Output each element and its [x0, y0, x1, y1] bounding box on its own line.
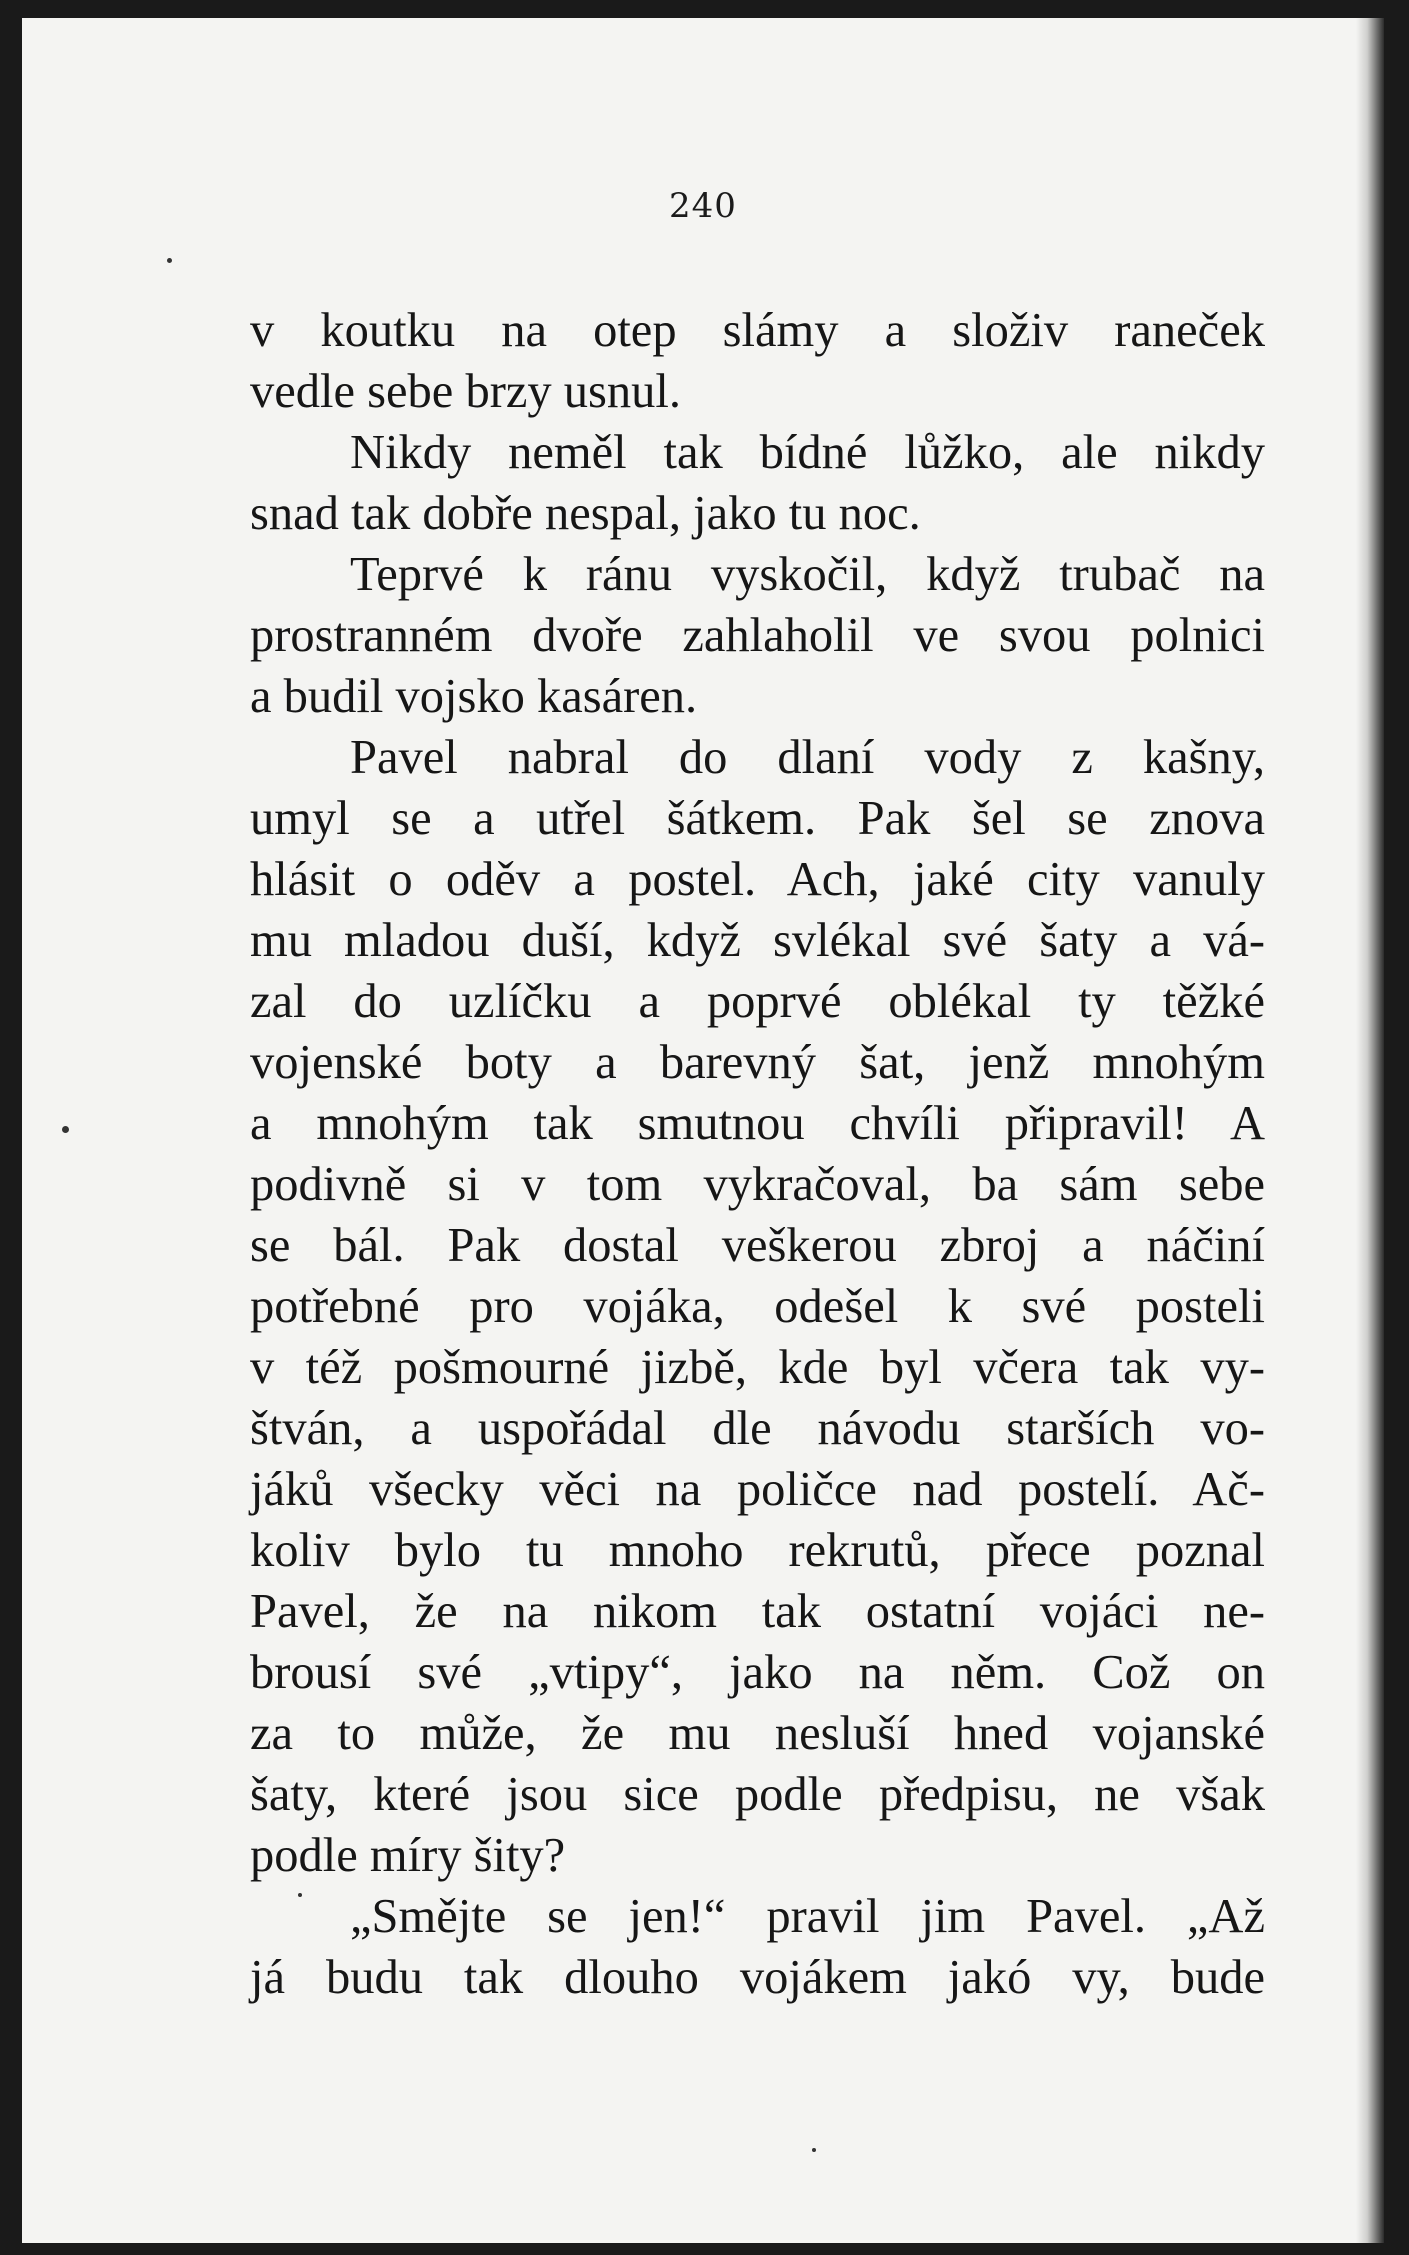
text-line: já budu tak dlouho vojákem jakó vy, bude [250, 1951, 1265, 2004]
text-line: Teprvé k ránu vyskočil, když trubač na [350, 548, 1265, 601]
text-line: v koutku na otep slámy a složiv raneček [250, 304, 1265, 357]
text-line: prostranném dvoře zahlaholil ve svou polnici [250, 609, 1265, 662]
text-line: podle míry šity? [250, 1829, 566, 1882]
text-line: a mnohým tak smutnou chvíli připravil! A [250, 1097, 1265, 1150]
text-line: štván, a uspořádal dle návodu starších vo- [250, 1402, 1265, 1455]
body-text [250, 300, 1265, 2008]
text-line: v též pošmourné jizbě, kde byl včera tak vy- [250, 1341, 1265, 1394]
page-number: 240 [669, 186, 737, 226]
text-line: snad tak dobře nespal, jako tu noc. [250, 487, 921, 540]
text-line: Pavel, že na nikom tak ostatní vojáci ne- [250, 1585, 1265, 1638]
print-speck [167, 258, 172, 263]
text-line: jáků všecky věci na poličce nad postelí. Ač- [250, 1463, 1265, 1516]
page-spine-shadow [1356, 18, 1384, 2243]
text-line: šaty, které jsou sice podle předpisu, ne však [250, 1768, 1265, 1821]
text-line: koliv bylo tu mnoho rekrutů, přece poznal [250, 1524, 1265, 1577]
text-line: zal do uzlíčku a poprvé oblékal ty těžké [250, 975, 1265, 1028]
text-line: Pavel nabral do dlaní vody z kašny, [350, 731, 1265, 784]
text-line: podivně si v tom vykračoval, ba sám sebe [250, 1158, 1265, 1211]
text-line: umyl se a utřel šátkem. Pak šel se znova [250, 792, 1265, 845]
book-page [22, 18, 1384, 2243]
print-speck [812, 2148, 816, 2152]
text-line: „Smějte se jen!“ pravil jim Pavel. „Až [350, 1890, 1265, 1943]
text-line: potřebné pro vojáka, odešel k své posteli [250, 1280, 1265, 1333]
text-line: brousí své „vtipy“, jako na něm. Což on [250, 1646, 1265, 1699]
text-line: a budil vojsko kasáren. [250, 670, 698, 723]
print-speck [62, 1126, 69, 1133]
text-line: vedle sebe brzy usnul. [250, 365, 681, 418]
text-line: Nikdy neměl tak bídné lůžko, ale nikdy [350, 426, 1265, 479]
text-line: se bál. Pak dostal veškerou zbroj a náčiní [250, 1219, 1265, 1272]
print-speck [298, 1893, 302, 1897]
text-line: hlásit o oděv a postel. Ach, jaké city vanuly [250, 853, 1265, 906]
text-line: mu mladou duší, když svlékal své šaty a vá- [250, 914, 1265, 967]
text-line: vojenské boty a barevný šat, jenž mnohým [250, 1036, 1265, 1089]
text-line: za to může, že mu nesluší hned vojanské [250, 1707, 1265, 1760]
